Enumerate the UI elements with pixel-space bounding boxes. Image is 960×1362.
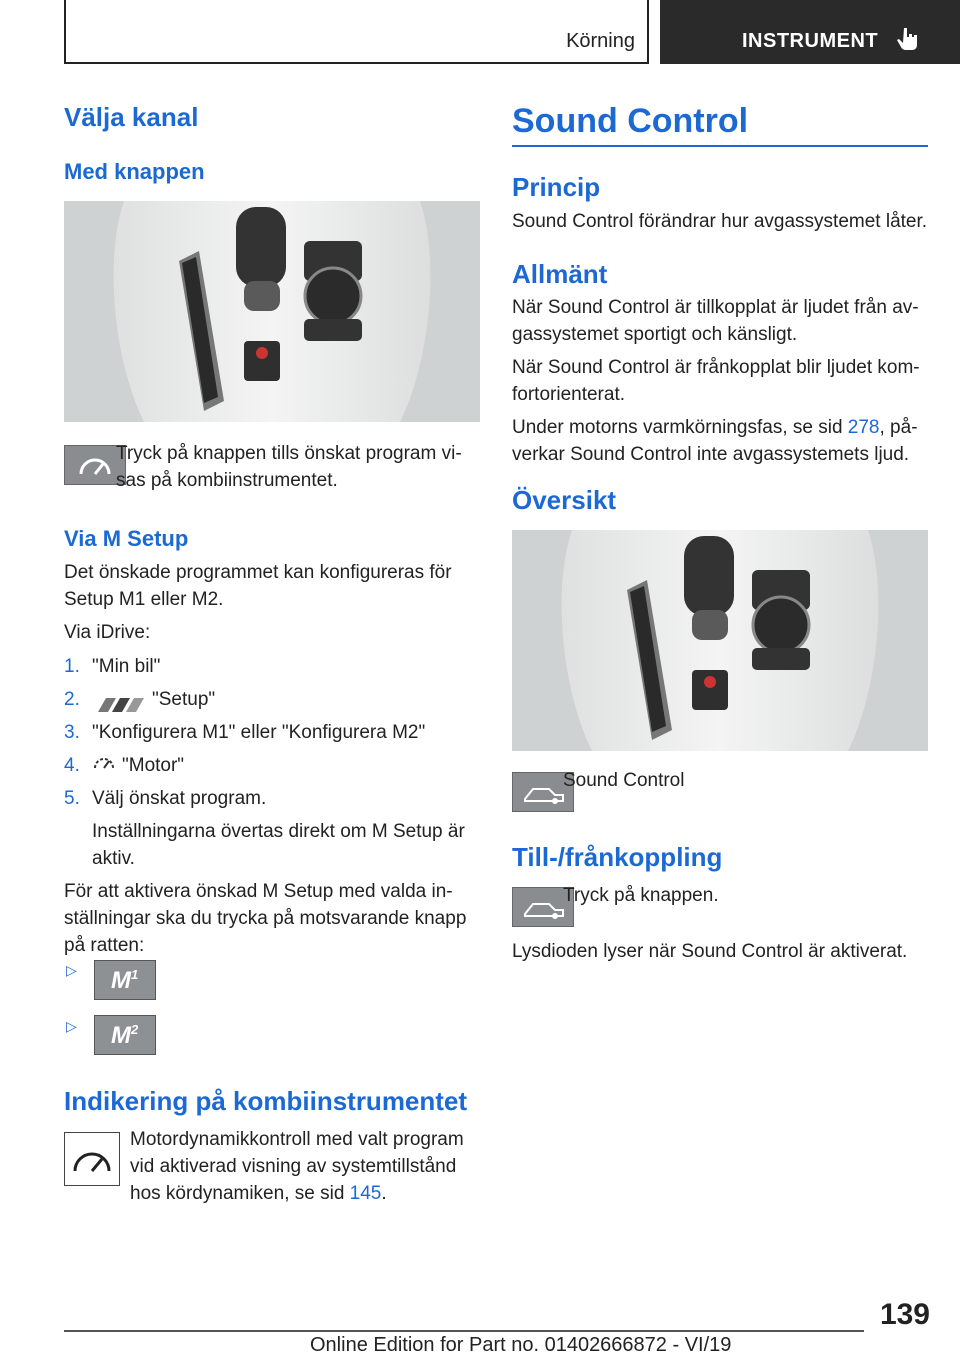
m2-button-icon xyxy=(94,1015,156,1055)
step5-note xyxy=(92,818,465,872)
led-text: Lysdioden lyser när Sound Control är aktiverat. xyxy=(512,941,908,962)
msetup-line1: Det önskade programmet kan konfigureras för xyxy=(64,562,452,583)
step-number: 2. xyxy=(64,689,80,710)
heading-sound-control: Sound Control xyxy=(512,102,749,140)
step-text: "Min bil" xyxy=(92,656,161,677)
step-number: 4. xyxy=(64,755,80,777)
list-item xyxy=(64,752,484,785)
m2-sup: 2 xyxy=(131,1022,139,1037)
via-idrive: Via iDrive: xyxy=(64,622,151,643)
header-chapter-tab xyxy=(660,0,960,64)
principle-text: Sound Control förändrar hur avgassystemet låter. xyxy=(512,211,928,232)
indication-line1: Motordynamikkontroll med valt program xyxy=(130,1129,464,1150)
list-item xyxy=(64,785,484,818)
m1-sup: 1 xyxy=(131,967,139,982)
activate-paragraph xyxy=(64,878,466,959)
list-item xyxy=(64,653,484,686)
general-line: När Sound Control är tillkopplat är ljudet från av- xyxy=(512,297,919,318)
console-photo xyxy=(64,201,480,422)
heading-select-channel: Välja kanal xyxy=(64,102,199,132)
heading-general: Allmänt xyxy=(512,259,608,289)
general-line: gassystemet sportigt och känsligt. xyxy=(512,324,798,345)
general-line: fortorienterat. xyxy=(512,384,625,405)
activate-line1: För att aktivera önskad M Setup med valda in- xyxy=(64,881,453,902)
heading-indication: Indikering på kombiinstrumentet xyxy=(64,1086,468,1116)
step-text: "Konfigurera M1" eller "Konfigurera M2" xyxy=(92,722,426,743)
list-item xyxy=(64,719,484,752)
toggle-text: Tryck på knappen. xyxy=(563,885,719,906)
indication-line3-text: hos kördynamiken, se sid xyxy=(130,1183,350,1204)
footer-rule xyxy=(64,1330,864,1332)
m-stripes-icon xyxy=(92,693,152,707)
general-paragraph xyxy=(512,294,920,468)
msetup-line2: Setup M1 eller M2. xyxy=(64,589,224,610)
general-line: verkar Sound Control inte avgassystemets ljud. xyxy=(512,444,910,465)
button-note xyxy=(116,440,462,494)
header-chapter-label: INSTRUMENT xyxy=(742,30,879,52)
button-note-line2: sas på kombiinstrumentet. xyxy=(116,470,338,491)
general-line xyxy=(512,414,920,441)
header-section-tab xyxy=(64,0,649,64)
button-note-line1: Tryck på knappen tills önskat program vi- xyxy=(116,443,462,464)
footer-edition: Online Edition for Part no. 01402666872 - VI/19 xyxy=(310,1334,732,1356)
steps-list xyxy=(64,653,484,818)
msetup-paragraph xyxy=(64,559,452,613)
indication-line3-end: . xyxy=(381,1183,387,1204)
indication-paragraph xyxy=(130,1126,464,1207)
activate-line2: ställningar ska du trycka på motsvarande knapp xyxy=(64,908,467,929)
indication-line3 xyxy=(130,1180,464,1207)
general-text: , på- xyxy=(879,417,918,438)
step5-note-line1: Inställningarna övertas direkt om M Setup är xyxy=(92,821,465,842)
step-text: "Motor" xyxy=(122,755,185,777)
bullet-triangle-icon: ▷ xyxy=(66,962,77,978)
general-line: När Sound Control är frånkopplat blir ljudet kom- xyxy=(512,357,920,378)
m1-label: M xyxy=(111,967,131,994)
m1-button-icon xyxy=(94,960,156,1000)
speedometer-icon xyxy=(64,1132,120,1186)
heading-toggle: Till-/frånkoppling xyxy=(512,842,723,872)
step-text: "Setup" xyxy=(152,689,216,710)
heading-m-setup: Via M Setup xyxy=(64,526,189,551)
heading-overview: Översikt xyxy=(512,485,617,515)
step-number: 1. xyxy=(64,656,80,677)
bullet-triangle-icon: ▷ xyxy=(66,1018,77,1034)
heading-with-button: Med knappen xyxy=(64,159,205,184)
hand-pointer-icon xyxy=(896,26,920,52)
step-text: Välj önskat program. xyxy=(92,788,267,809)
overview-caption: Sound Control xyxy=(563,770,685,791)
indication-line2: vid aktiverad visning av systemtillstånd xyxy=(130,1156,457,1177)
step5-note-line2: aktiv. xyxy=(92,848,135,869)
activate-line3: på ratten: xyxy=(64,935,145,956)
page-link-145[interactable]: 145 xyxy=(349,1183,382,1204)
step-number: 3. xyxy=(64,722,80,743)
list-item xyxy=(64,686,484,719)
page-link-278[interactable]: 278 xyxy=(847,417,880,438)
m2-label: M xyxy=(111,1022,131,1049)
heading-principle: Princip xyxy=(512,172,601,202)
header-section: Körning xyxy=(566,30,635,52)
step-number: 5. xyxy=(64,788,80,809)
title-rule xyxy=(512,145,928,147)
general-text: Under motorns varmkörningsfas, se sid xyxy=(512,417,848,438)
page-number: 139 xyxy=(879,1298,930,1331)
overview-photo xyxy=(512,530,928,751)
gauge-icon xyxy=(92,752,122,780)
